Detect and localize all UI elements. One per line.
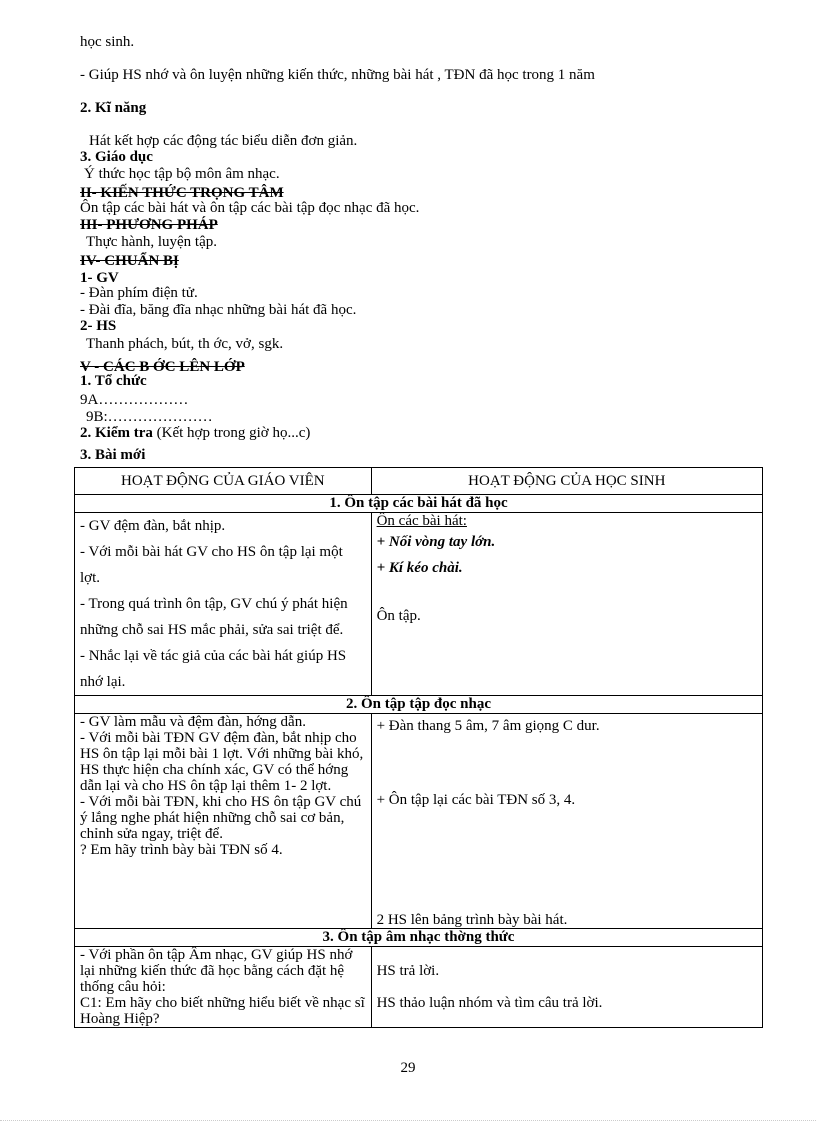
heading-section-3: III- PHƯƠNG PHÁP (80, 217, 218, 233)
list-item: ? Em hãy trình bày bài TĐN số 4. (80, 842, 283, 858)
text-line: Hát kết hợp các động tác biểu diễn đơn giản. (89, 133, 358, 149)
table-row (75, 714, 763, 929)
list-item: Ôn các bài hát: (376, 513, 467, 529)
check-note: (Kết hợp trong giờ họ...c) (156, 425, 311, 441)
teacher-cell (75, 947, 372, 1028)
student-cell (371, 513, 762, 696)
text-line: Ôn tập các bài hát và ôn tập các bài tập đọc nhạc đã học. (80, 200, 420, 216)
text-line: học sinh. (80, 34, 135, 50)
table-row (75, 513, 763, 696)
list-item: C1: Em hãy cho biết những hiểu biết về nhạc sĩ Hoàng Hiệp? (80, 995, 365, 1027)
class-9b: 9B:………………… (86, 409, 213, 425)
text-line: - Đài đĩa, băng đĩa nhạc những bài hát đã học. (80, 302, 357, 318)
list-item: - Trong quá trình ôn tập, GV chú ý phát hiện những chỗ sai HS mắc phải, sửa sai triệt để. (80, 596, 348, 638)
list-item: - Với mỗi bài TĐN GV đệm đàn, bắt nhịp cho HS ôn tập lại mỗi bài 1 lợt. Với những bài khó, HS thực hiện cha chính xác, GV có thể hớng dẫn lại và cho HS ôn tập lại thêm 1- 2 lợt. (80, 730, 364, 794)
list-item: - GV làm mẫu và đệm đàn, hớng dẫn. (80, 714, 306, 730)
heading-new-lesson: 3. Bài mới (80, 447, 146, 463)
heading-section-5: V - CÁC B ỚC LÊN LỚP (80, 359, 245, 375)
table-row (75, 947, 763, 1028)
list-item: - Với mỗi bài TĐN, khi cho HS ôn tập GV chú ý lắng nghe phát hiện những chỗ sai cơ bản, chỉnh sửa ngay, triệt để. (80, 794, 362, 842)
section-row (75, 929, 763, 947)
text-line: - Đàn phím điện tử. (80, 285, 198, 301)
heading-section-4: IV- CHUẨN BỊ (80, 253, 179, 269)
student-cell (371, 714, 762, 929)
student-cell (371, 947, 762, 1028)
song-title: + Kí kéo chài. (376, 560, 463, 576)
class-9a: 9A……………… (80, 392, 189, 408)
list-item: Ôn tập. (376, 608, 421, 624)
text-line: Thanh phách, bút, th ớc, vở, sgk. (86, 336, 284, 352)
heading-organization: 1. Tổ chức (80, 373, 147, 389)
heading-education: 3. Giáo dục (80, 149, 153, 165)
list-item: - Với mỗi bài hát GV cho HS ôn tập lại một lợt. (80, 544, 343, 586)
text-line: - Giúp HS nhớ và ôn luyện những kiến thức, những bài hát , TĐN đã học trong 1 năm (80, 67, 595, 83)
heading-gv: 1- GV (80, 270, 119, 286)
teacher-cell (75, 513, 372, 696)
table-header-row (75, 468, 763, 495)
section-row (75, 696, 763, 714)
list-item: HS trả lời. (376, 963, 440, 979)
heading-skills: 2. Kĩ năng (80, 100, 147, 116)
page-number: 29 (400, 1060, 416, 1076)
heading-hs: 2- HS (80, 318, 117, 334)
list-item: - Nhắc lại về tác giả của các bài hát giúp HS nhớ lại. (80, 648, 347, 690)
list-item: + Đàn thang 5 âm, 7 âm giọng C dur. (376, 718, 600, 734)
activity-table (74, 467, 763, 1028)
teacher-cell (75, 714, 372, 929)
check-line (80, 425, 310, 442)
list-item: 2 HS lên bảng trình bày bài hát. (376, 912, 568, 928)
section-title: 2. Ôn tập tập đọc nhạc (75, 696, 763, 714)
header-student: HOẠT ĐỘNG CỦA HỌC SINH (371, 468, 762, 495)
page-edge-divider (0, 1120, 816, 1121)
text-line: Thực hành, luyện tập. (86, 234, 218, 250)
list-item: + Ôn tập lại các bài TĐN số 3, 4. (376, 792, 576, 808)
heading-section-2: II- KIẾN THỨC TRỌNG TÂM (80, 185, 284, 201)
section-title: 3. Ôn tập âm nhạc thờng thức (75, 929, 763, 947)
section-title: 1. Ôn tập các bài hát đã học (75, 495, 763, 513)
header-teacher: HOẠT ĐỘNG CỦA GIÁO VIÊN (75, 468, 372, 495)
text-line: Ý thức học tập bộ môn âm nhạc. (84, 166, 280, 182)
list-item: HS thảo luận nhóm và tìm câu trả lời. (376, 995, 603, 1011)
list-item: - GV đệm đàn, bắt nhịp. (80, 518, 226, 534)
heading-check: 2. Kiểm tra (80, 425, 153, 441)
list-item: - Với phần ôn tập Âm nhạc, GV giúp HS nhớ lại những kiến thức đã học bằng cách đặt hệ thống câu hỏi: (80, 947, 353, 995)
section-row (75, 495, 763, 513)
song-title: + Nối vòng tay lớn. (376, 534, 496, 550)
